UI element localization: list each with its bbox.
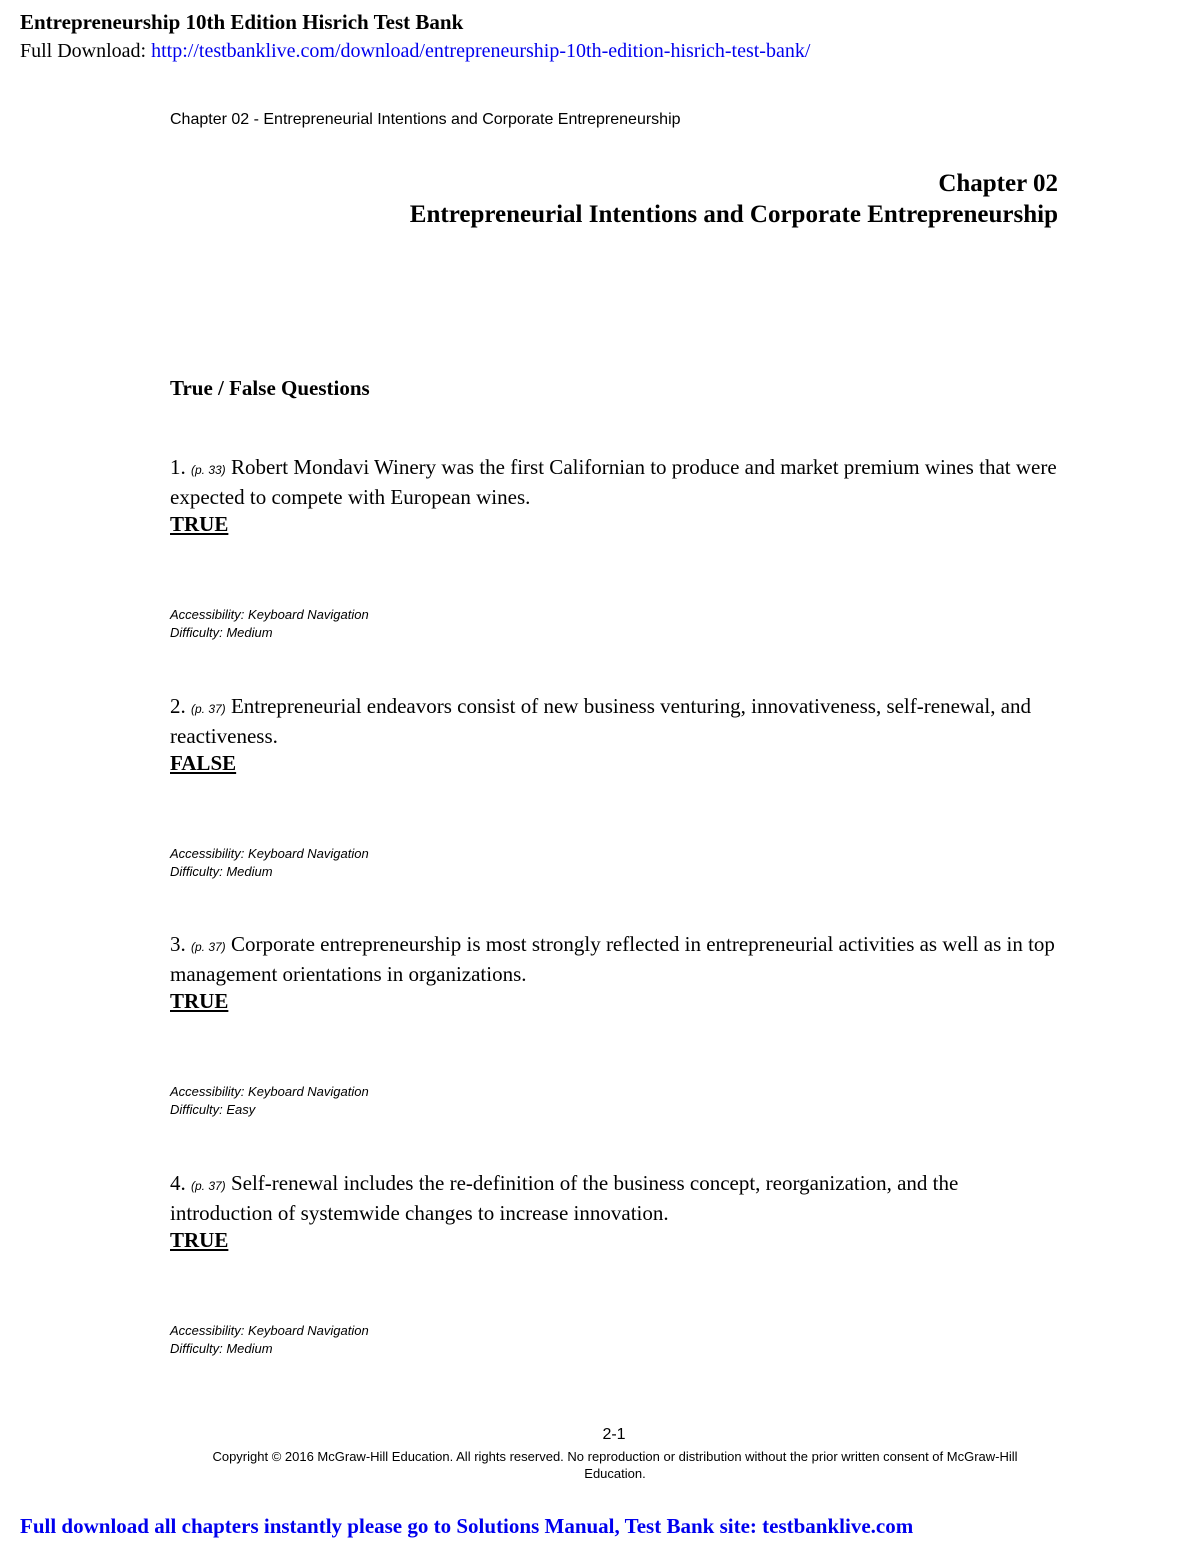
question-1-meta <box>170 606 369 642</box>
copyright-notice: Copyright © 2016 McGraw-Hill Education. All rights reserved. No reproduction or distribution without the prior written consent of McGraw-Hill Education. <box>212 1449 1018 1481</box>
question-text-block <box>170 454 1060 510</box>
question-4 <box>170 1170 1060 1254</box>
running-header: Chapter 02 - Entrepreneurial Intentions and Corporate Entrepreneurship <box>170 111 681 128</box>
question-text-block <box>170 1170 1060 1226</box>
chapter-heading <box>410 168 1058 230</box>
question-text: Self-renewal includes the re-definition of the business concept, reorganization, and the introduction of systemwide changes to increase innovation. <box>170 1171 959 1225</box>
answer: TRUE <box>170 1228 229 1252</box>
answer: FALSE <box>170 751 237 775</box>
chapter-number: Chapter 02 <box>938 170 1058 197</box>
difficulty-note: Difficulty: Medium <box>170 625 273 640</box>
answer: TRUE <box>170 989 229 1013</box>
question-4-meta <box>170 1322 369 1358</box>
download-label: Full Download: <box>20 40 152 62</box>
download-link[interactable]: http://testbanklive.com/download/entrepreneurship-10th-edition-hisrich-test-bank/ <box>151 40 811 62</box>
download-line <box>20 40 810 63</box>
question-3-meta <box>170 1083 369 1119</box>
page-reference: (p. 37) <box>191 940 226 954</box>
question-text: Entrepreneurial endeavors consist of new business venturing, innovativeness, self-renewal, and reactiveness. <box>170 694 1032 748</box>
accessibility-note: Accessibility: Keyboard Navigation <box>170 1323 369 1338</box>
footer-promo-link[interactable]: Full download all chapters instantly please go to Solutions Manual, Test Bank site: testbanklive.com <box>20 1514 914 1538</box>
page-reference: (p. 37) <box>191 702 226 716</box>
page-reference: (p. 33) <box>191 463 226 477</box>
question-3 <box>170 931 1060 1015</box>
question-text: Robert Mondavi Winery was the first Californian to produce and market premium wines that were expected to compete with European wines. <box>170 455 1057 509</box>
accessibility-note: Accessibility: Keyboard Navigation <box>170 607 369 622</box>
document-title: Entrepreneurship 10th Edition Hisrich Test Bank <box>20 10 464 34</box>
question-number: 4. <box>170 1171 186 1195</box>
section-title: True / False Questions <box>170 376 370 400</box>
question-2-meta <box>170 845 369 881</box>
question-number: 1. <box>170 455 186 479</box>
question-number: 2. <box>170 694 186 718</box>
question-number: 3. <box>170 932 186 956</box>
question-text-block <box>170 931 1060 987</box>
chapter-title: Entrepreneurial Intentions and Corporate Entrepreneurship <box>409 201 1058 228</box>
accessibility-note: Accessibility: Keyboard Navigation <box>170 846 369 861</box>
question-text: Corporate entrepreneurship is most strongly reflected in entrepreneurial activities as well as in top management orientations in organizations. <box>170 932 1055 986</box>
question-2 <box>170 693 1060 777</box>
question-1 <box>170 454 1060 538</box>
question-text-block <box>170 693 1060 749</box>
difficulty-note: Difficulty: Medium <box>170 864 273 879</box>
accessibility-note: Accessibility: Keyboard Navigation <box>170 1084 369 1099</box>
difficulty-note: Difficulty: Medium <box>170 1341 273 1356</box>
page-reference: (p. 37) <box>191 1179 226 1193</box>
page-number: 2-1 <box>602 1426 626 1443</box>
answer: TRUE <box>170 512 229 536</box>
difficulty-note: Difficulty: Easy <box>170 1102 256 1117</box>
